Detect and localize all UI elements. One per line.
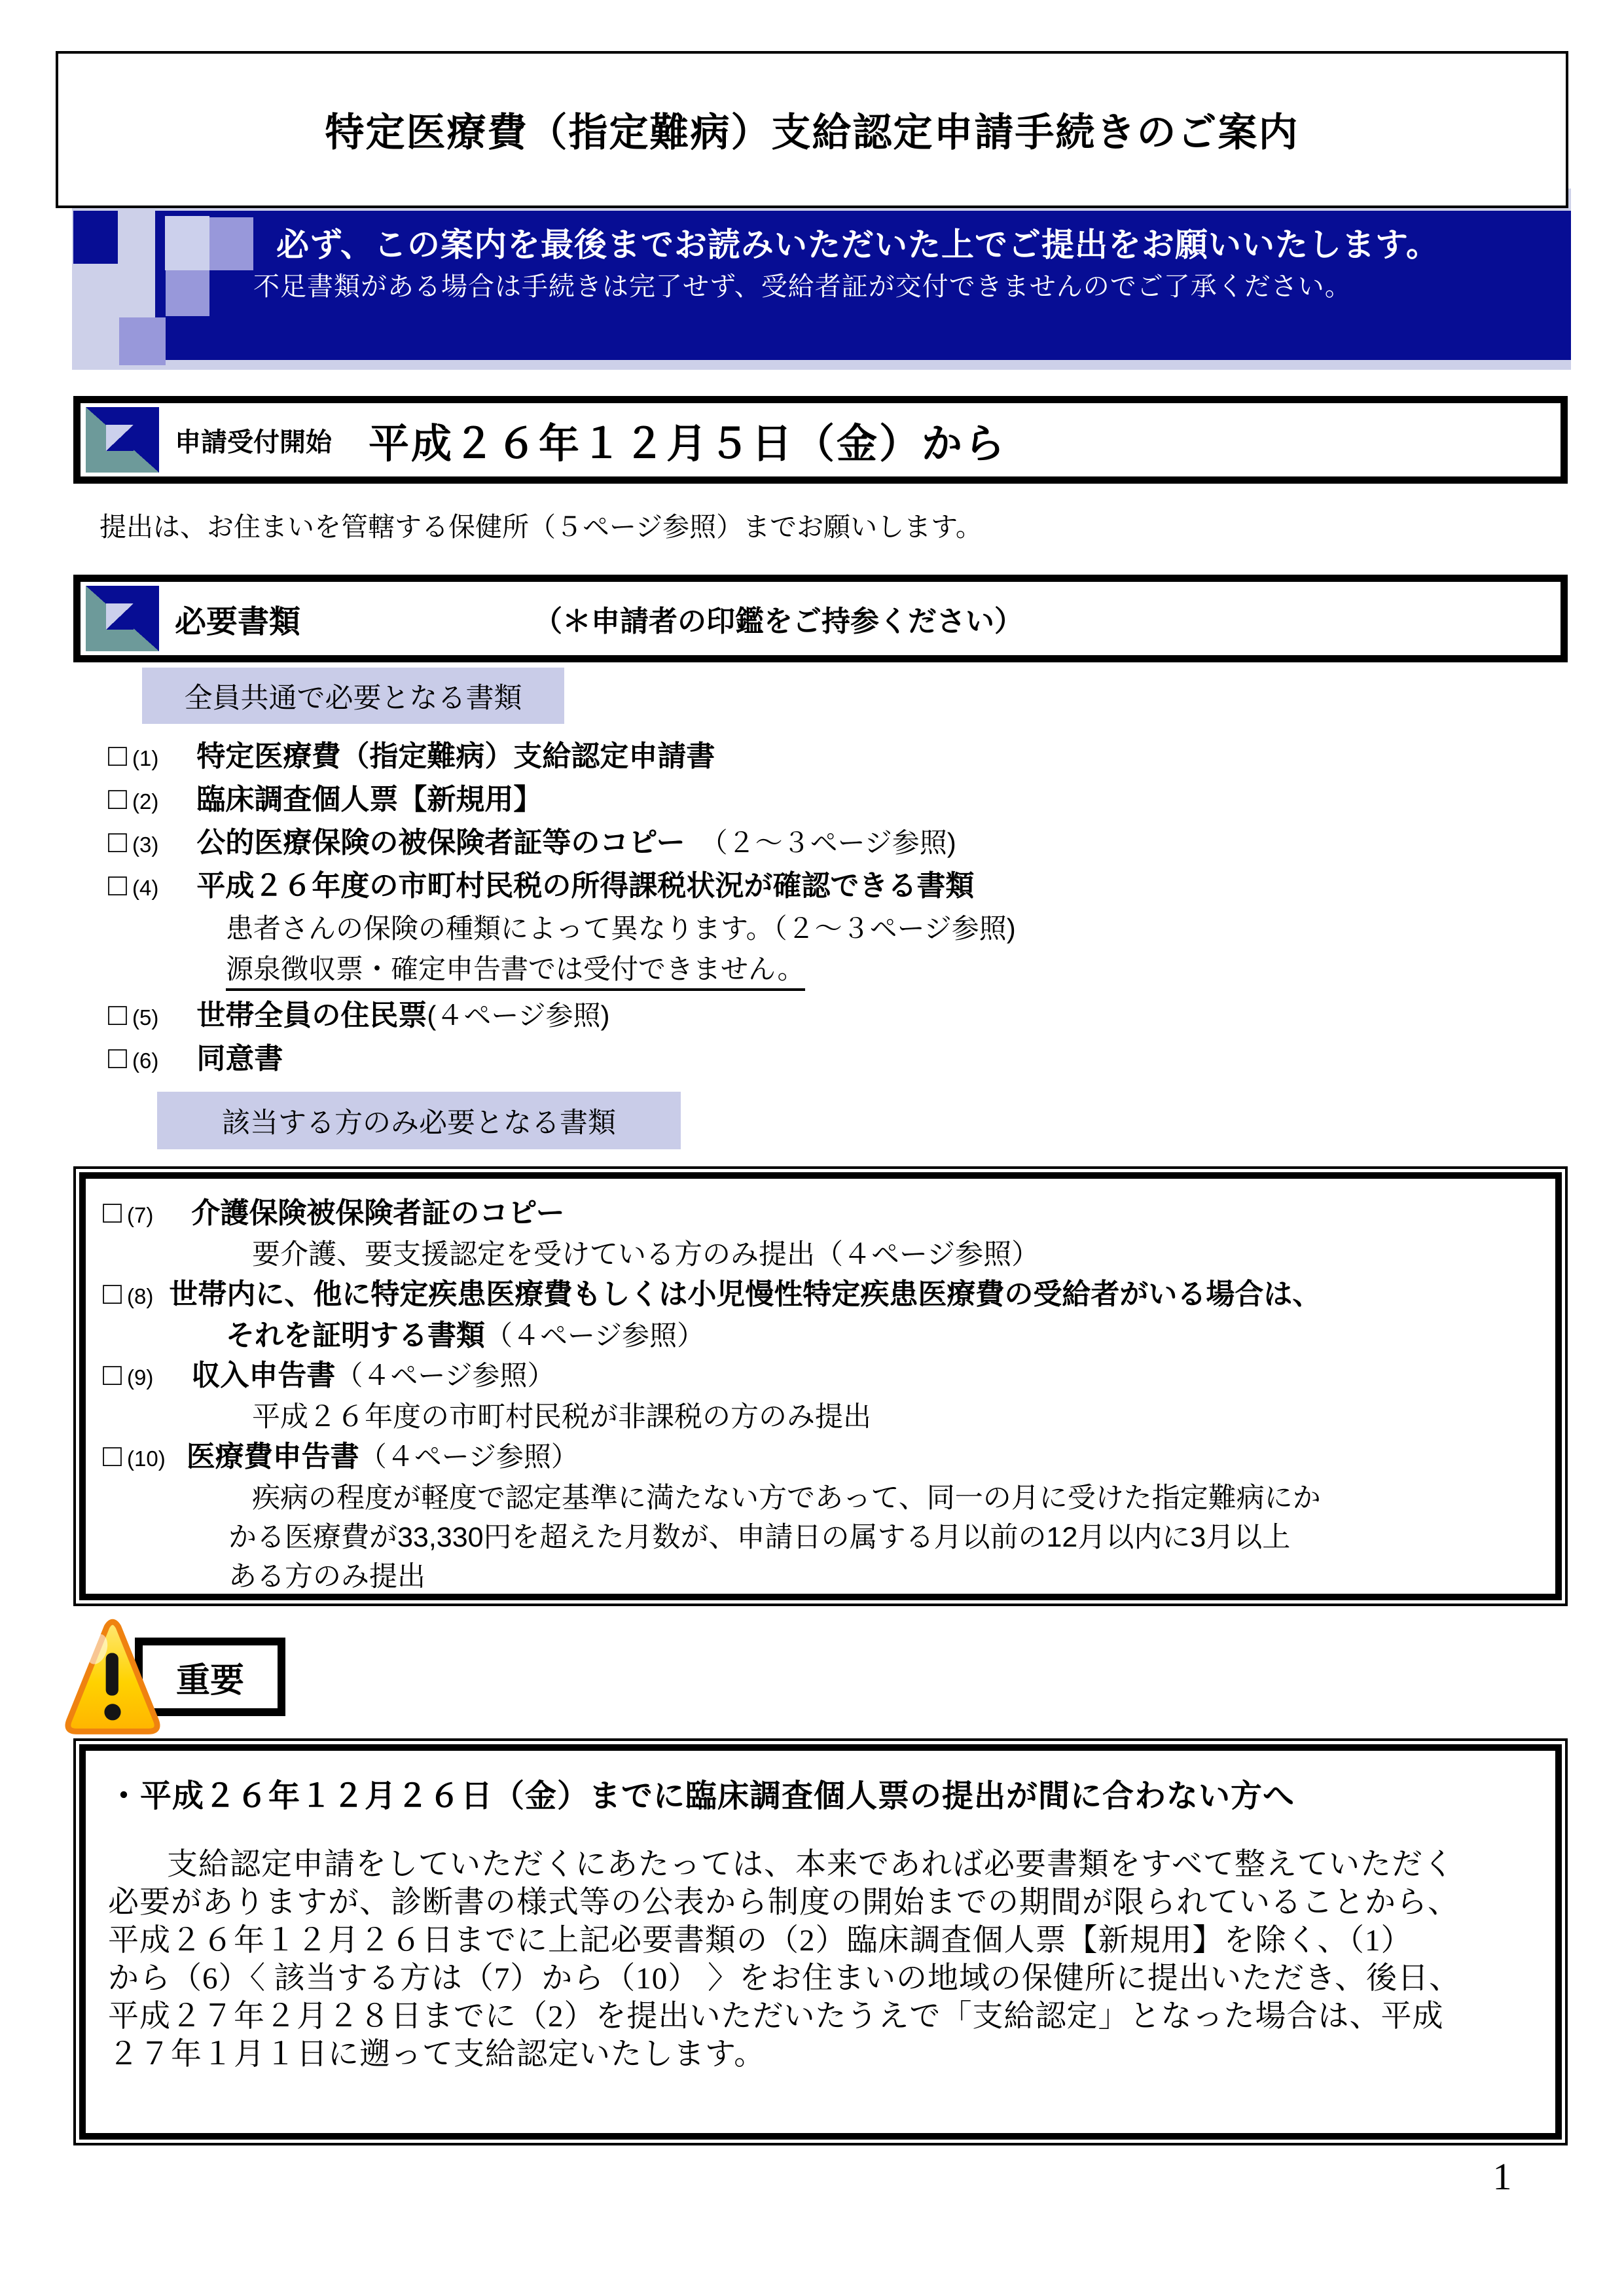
section-marker-inner	[106, 425, 134, 451]
reception-label: 申請受付開始	[175, 427, 332, 457]
deco-square-navy	[73, 211, 118, 264]
checkbox-icon: □	[103, 1195, 122, 1230]
item-title: 介護保険被保険者証のコピー	[191, 1197, 565, 1229]
section-marker-icon	[86, 407, 159, 473]
deco-square-light	[165, 216, 209, 270]
checklist-item-6	[108, 1038, 1016, 1081]
underlined-warning: 源泉徴収票・確定申告書では受付できません。	[226, 954, 805, 991]
item-number: (5)	[132, 1005, 159, 1030]
item-title-cont: それを証明する書類	[226, 1319, 485, 1352]
documents-label: 必要書類	[175, 604, 301, 639]
item-title: 世帯内に、他に特定疾患医療費もしくは小児慢性特定疾患医療費の受給者がいる場合は、	[169, 1278, 1322, 1310]
item-number: (2)	[132, 789, 159, 814]
checklist-common	[108, 736, 1016, 1081]
item-title: 公的医療保険の被保険者証等のコピー	[196, 827, 685, 859]
item-title: 特定医療費（指定難病）支給認定申請書	[196, 740, 715, 772]
conditional-documents-heading: 該当する方のみ必要となる書類	[157, 1092, 681, 1149]
deco-square-purple	[166, 270, 209, 316]
deco-square-purple	[119, 317, 166, 365]
body-line: 支給認定申請をしていただくにあたっては、本来であれば必要書類をすべて整えていただく	[167, 1848, 1455, 1882]
important-label: 重要	[175, 1661, 244, 1700]
item-ref: （４ページ参照）	[335, 1360, 555, 1391]
checklist-item-8-cont	[103, 1316, 1538, 1355]
checkbox-icon: □	[108, 825, 127, 859]
checkbox-icon: □	[108, 738, 127, 773]
item-number: (1)	[132, 746, 159, 770]
item-number: (4)	[132, 876, 159, 900]
body-line: 平成２６年１２月２６日までに上記必要書類の（2）臨床調査個人票【新規用】を除く、（1）	[108, 1924, 1413, 1958]
banner-band	[72, 188, 1571, 370]
checkbox-icon: □	[108, 781, 127, 816]
item-ref: (４ページ参照)	[427, 1000, 610, 1031]
item-title: 平成２６年度の市町村民税の所得課税状況が確認できる書類	[196, 870, 975, 902]
checklist-item-4	[108, 865, 1016, 908]
checklist-item-10-sub2: かる医療費が33,330円を超えた月数が、申請日の属する月以前の12月以内に3月以上	[228, 1522, 1291, 1553]
item-number: (3)	[132, 833, 159, 857]
checkbox-icon: □	[108, 868, 127, 903]
submission-note: 提出は、お住まいを管轄する保健所（５ページ参照）までお願いします。	[99, 512, 983, 542]
section-marker-inner	[106, 603, 134, 630]
checklist-item-10-sub3: ある方のみ提出	[228, 1561, 425, 1592]
checklist-item-7-sub: 要介護、要支援認定を受けている方のみ提出（４ページ参照）	[252, 1239, 1040, 1270]
item-number: (10)	[127, 1446, 166, 1471]
item-number: (7)	[127, 1203, 154, 1227]
title-box	[56, 51, 1568, 208]
banner-line1: 必ず、この案内を最後までお読みいただいた上でご提出をお願いいたします。	[276, 226, 1439, 263]
checklist-item-5	[108, 995, 1016, 1038]
checkbox-icon: □	[108, 1041, 127, 1075]
common-documents-heading: 全員共通で必要となる書類	[142, 668, 564, 724]
body-line: から（6）〈 該当する方は（7）から（10） 〉をお住まいの地域の保健所に提出いただき、後日、	[108, 1962, 1461, 1996]
documents-seal-note: （＊申請者の印鑑をご持参ください）	[533, 605, 1024, 637]
checklist-item-1	[108, 736, 1016, 779]
item-ref: （４ページ参照）	[485, 1320, 705, 1351]
deco-square-purple	[209, 217, 253, 270]
checklist-item-9	[103, 1355, 1538, 1397]
notice-banner	[155, 211, 1571, 360]
item-number: (6)	[132, 1049, 159, 1073]
item-title: 医療費申告書	[186, 1441, 359, 1473]
checklist-item-8	[103, 1274, 1538, 1316]
warning-icon	[64, 1618, 161, 1746]
section-marker-icon	[86, 586, 159, 651]
section-required-documents	[73, 575, 1568, 662]
conditional-checklist-inner-border	[79, 1172, 1562, 1600]
checkbox-icon: □	[103, 1357, 122, 1392]
item-title: 世帯全員の住民票	[196, 999, 427, 1031]
item-ref: （４ページ参照）	[359, 1441, 579, 1472]
checkbox-icon: □	[103, 1439, 122, 1473]
important-body	[108, 1846, 1533, 2073]
item-number: (8)	[127, 1284, 154, 1308]
body-line: ２７年１月１日に遡って支給認定いたします。	[108, 2037, 766, 2072]
page-title: 特定医療費（指定難病）支給認定申請手続きのご案内	[325, 111, 1299, 154]
checkbox-icon: □	[108, 997, 127, 1032]
checklist-item-10-sub1: 疾病の程度が軽度で認定基準に満たない方であって、同一の月に受けた指定難病にか	[252, 1482, 1321, 1514]
banner-line2: 不足書類がある場合は手続きは完了せず、受給者証が交付できませんのでご了承ください。	[253, 272, 1352, 301]
checklist-item-3	[108, 822, 1016, 865]
section-reception-start	[73, 396, 1568, 484]
important-heading: ・平成２６年１２月２６日（金）までに臨床調査個人票の提出が間に合わない方へ	[108, 1779, 1295, 1814]
conditional-checklist-box	[73, 1166, 1568, 1606]
checklist-item-2	[108, 779, 1016, 822]
page-number: 1	[1492, 2155, 1512, 2198]
checkbox-icon: □	[103, 1276, 122, 1311]
body-line: 平成２７年２月２８日までに（2）を提出いただいたうえで「支給認定」となった場合は、平成	[108, 2000, 1444, 2034]
checklist-conditional	[86, 1179, 1555, 1611]
checklist-item-9-sub: 平成２６年度の市町村民税が非課税の方のみ提出	[252, 1401, 871, 1433]
item-ref: （２～３ページ参照)	[713, 827, 956, 858]
item-number: (9)	[127, 1365, 154, 1390]
item-title: 収入申告書	[191, 1359, 336, 1391]
reception-date: 平成２６年１２月５日（金）から	[369, 421, 1007, 467]
item-title: 同意書	[196, 1043, 283, 1075]
checklist-item-4-warning	[108, 949, 1016, 990]
body-line: 必要がありますが、診断書の様式等の公表から制度の開始までの期間が限られていることから、	[108, 1886, 1459, 1920]
checklist-item-10	[103, 1437, 1538, 1479]
checklist-item-7	[103, 1193, 1538, 1235]
important-notice-inner-border	[79, 1744, 1562, 2140]
checklist-item-4-sub: 患者さんの保険の種類によって異なります。（２～３ページ参照)	[226, 913, 1016, 944]
important-notice-box	[73, 1738, 1568, 2145]
item-title: 臨床調査個人票【新規用】	[196, 783, 543, 816]
